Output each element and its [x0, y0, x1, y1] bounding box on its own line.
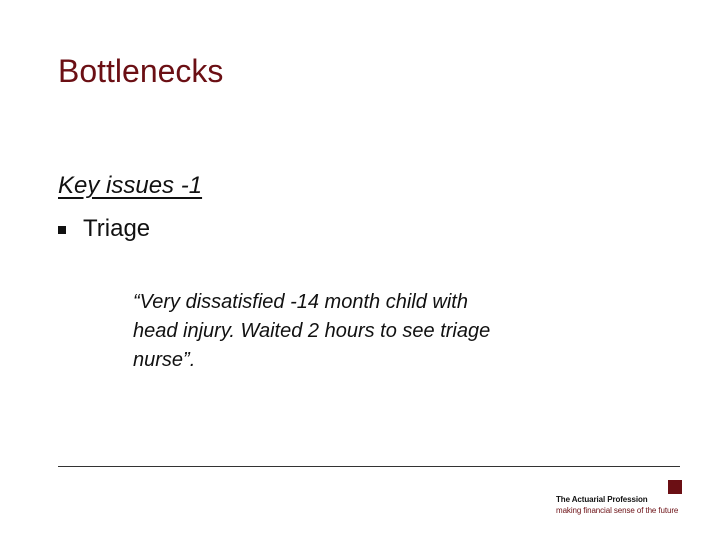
quote-line: nurse”. [133, 349, 196, 371]
slide-title: Bottlenecks [58, 53, 224, 89]
bullet-item [58, 214, 150, 244]
organization-name: The Actuarial Profession [556, 495, 648, 504]
quote-line: head injury. Waited 2 hours to see triage [133, 320, 491, 342]
logo-square-icon [668, 480, 682, 494]
footer-logo [556, 480, 686, 520]
section-heading: Key issues -1 [58, 172, 203, 199]
bullet-text: Triage [83, 215, 151, 242]
quote-block [133, 288, 593, 375]
organization-tagline: making financial sense of the future [556, 506, 679, 515]
square-bullet-icon [58, 226, 66, 234]
quote-line: “Very dissatisfied -14 month child with [133, 291, 468, 313]
footer-divider [58, 466, 680, 467]
